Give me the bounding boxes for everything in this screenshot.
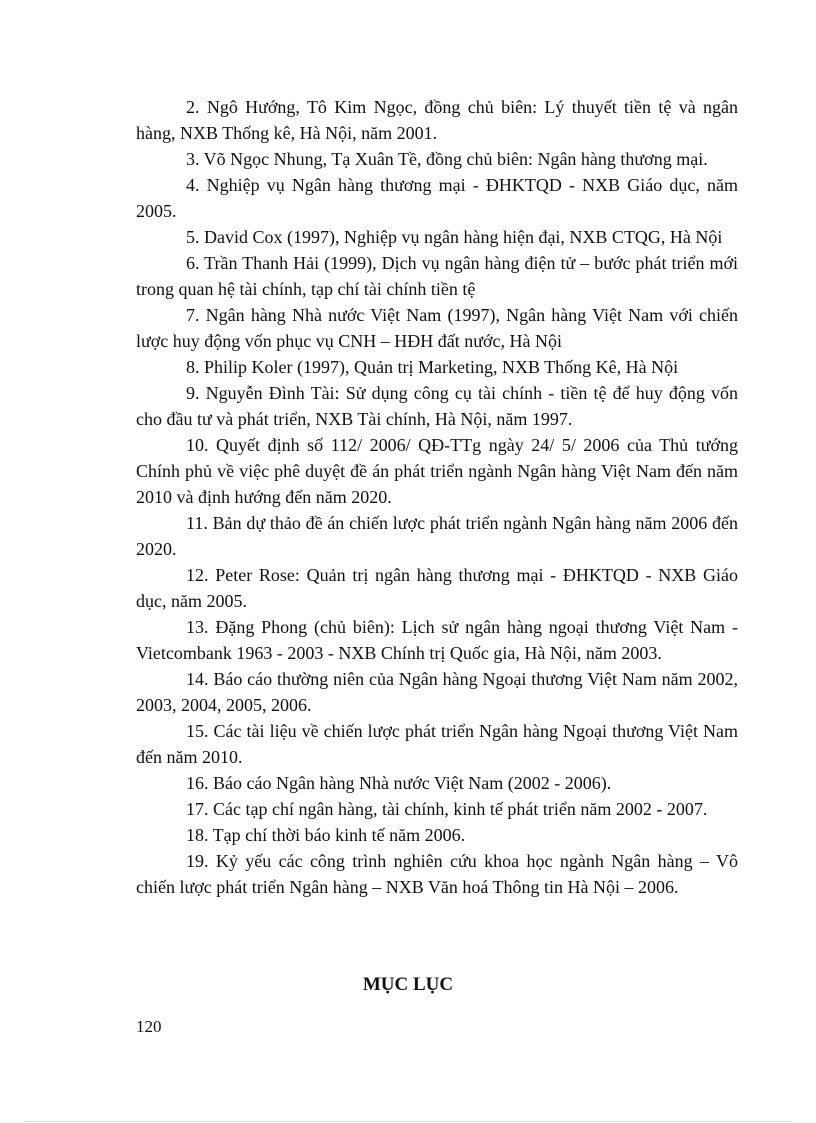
page-number: 120	[136, 1017, 162, 1036]
reference-item: 4. Nghiệp vụ Ngân hàng thương mại - ĐHKTQD - NXB Giáo dục, năm 2005.	[136, 175, 738, 221]
reference-item: 10. Quyết định số 112/ 2006/ QĐ-TTg ngày 24/ 5/ 2006 của Thủ tướng Chính phủ về việc phê duyệt đề án phát triển ngành Ngân hàng Việt Nam đến năm 2010 và định hướng đến năm 2020.	[136, 435, 738, 507]
reference-item: 18. Tạp chí thời báo kinh tế năm 2006.	[186, 825, 466, 845]
reference-item: 17. Các tạp chí ngân hàng, tài chính, kinh tế phát triển năm 2002 - 2007.	[186, 799, 708, 819]
toc-heading: MỤC LỤC	[362, 974, 454, 995]
reference-item: 9. Nguyễn Đình Tài: Sử dụng công cụ tài chính - tiền tệ để huy động vốn cho đầu tư và phát triển, NXB Tài chính, Hà Nội, năm 1997.	[136, 383, 738, 429]
reference-item: 19. Kỷ yếu các công trình nghiên cứu khoa học ngành Ngân hàng – Vô chiến lược phát triển Ngân hàng – NXB Văn hoá Thông tin Hà Nội – 2006.	[136, 851, 738, 897]
reference-item: 15. Các tài liệu về chiến lược phát triển Ngân hàng Ngoại thương Việt Nam đến năm 2010.	[136, 721, 738, 767]
reference-item: 7. Ngân hàng Nhà nước Việt Nam (1997), Ngân hàng Việt Nam với chiến lược huy động vốn phục vụ CNH – HĐH đất nước, Hà Nội	[136, 305, 738, 351]
reference-item: 16. Báo cáo Ngân hàng Nhà nước Việt Nam (2002 - 2006).	[186, 773, 612, 793]
page-bottom-divider	[24, 1121, 792, 1122]
reference-item: 12. Peter Rose: Quản trị ngân hàng thương mại - ĐHKTQD - NXB Giáo dục, năm 2005.	[136, 565, 738, 611]
reference-item: 11. Bản dự thảo đề án chiến lược phát triển ngành Ngân hàng năm 2006 đến 2020.	[136, 513, 738, 559]
reference-item: 13. Đặng Phong (chủ biên): Lịch sử ngân hàng ngoại thương Việt Nam - Vietcombank 1963 - 2003 - NXB Chính trị Quốc gia, Hà Nội, năm 2003.	[136, 617, 738, 663]
reference-item: 8. Philip Koler (1997), Quản trị Marketing, NXB Thống Kê, Hà Nội	[186, 357, 679, 377]
reference-item: 6. Trần Thanh Hải (1999), Dịch vụ ngân hàng điện tử – bước phát triển mới trong quan hệ tài chính, tạp chí tài chính tiền tệ	[136, 253, 738, 299]
reference-item: 5. David Cox (1997), Nghiệp vụ ngân hàng hiện đại, NXB CTQG, Hà Nội	[186, 227, 723, 247]
reference-item: 3. Võ Ngọc Nhung, Tạ Xuân Tề, đồng chủ biên: Ngân hàng thương mại.	[186, 149, 708, 169]
reference-list	[136, 94, 738, 900]
reference-item: 14. Báo cáo thường niên của Ngân hàng Ngoại thương Việt Nam năm 2002, 2003, 2004, 2005, 2006.	[136, 669, 738, 715]
reference-item: 2. Ngô Hướng, Tô Kim Ngọc, đồng chủ biên: Lý thuyết tiền tệ và ngân hàng, NXB Thống kê, Hà Nội, năm 2001.	[136, 97, 738, 143]
